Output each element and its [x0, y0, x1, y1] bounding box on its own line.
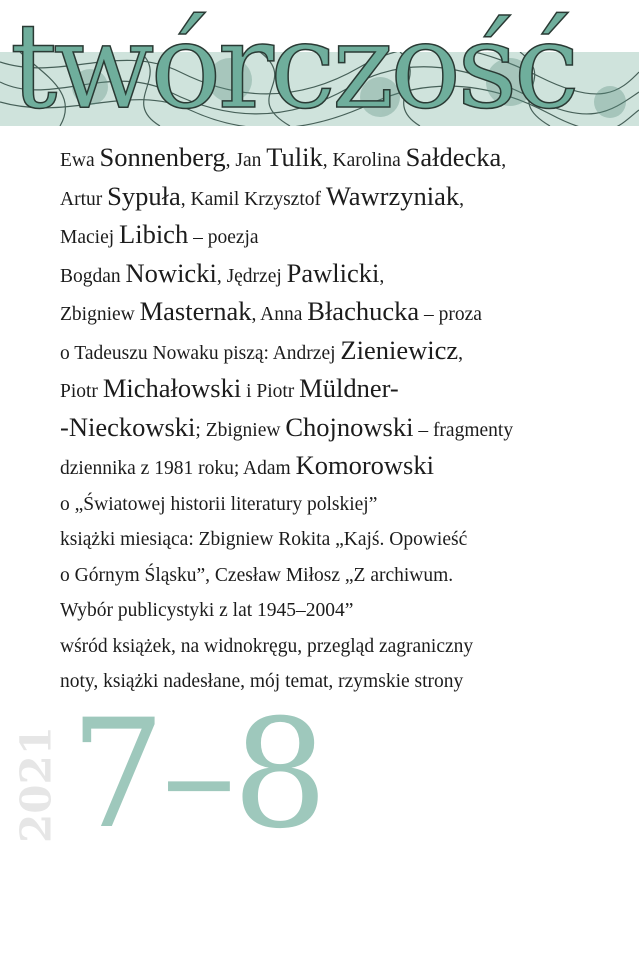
masthead [0, 0, 639, 135]
issue-number: 7–8 [70, 688, 324, 862]
contents-text: , Anna [251, 304, 308, 325]
contents-text: Artur [60, 188, 108, 210]
author-surname: Masternak [139, 296, 252, 326]
author-surname: Sałdecka [405, 142, 502, 172]
contents-text: – poezja [188, 227, 259, 248]
contents-line [60, 140, 630, 179]
author-surname: Michałowski [102, 373, 242, 403]
contents-text: Bogdan [60, 265, 126, 287]
contents-line [60, 179, 630, 218]
contents-text: książki miesiąca: Zbigniew Rokita „Kajś. Opowieść [60, 529, 468, 550]
contents-text: noty, książki nadesłane, mój temat, rzymskie strony [60, 671, 464, 692]
contents-text: , [501, 150, 507, 171]
contents-text: , Kamil Krzysztof [180, 188, 326, 210]
contents-text: Maciej [60, 227, 120, 248]
contents-text: , Jędrzej [216, 265, 287, 287]
contents-text: ; Zbigniew [195, 419, 286, 441]
magazine-title: twórczość [10, 0, 576, 135]
contents-line [60, 333, 630, 372]
author-surname: Müldner- [299, 373, 399, 403]
contents-line [60, 256, 630, 295]
author-surname: Libich [119, 219, 189, 249]
contents-text: , [459, 188, 465, 210]
contents-line [60, 294, 630, 333]
contents-text: wśród książek, na widnokręgu, przegląd zagraniczny [60, 635, 474, 657]
author-surname: Chojnowski [285, 411, 414, 442]
contents-text: , Karolina [322, 150, 406, 171]
author-surname: Komorowski [295, 450, 434, 480]
contents-line [60, 410, 630, 449]
contents-text: o Tadeuszu Nowaku piszą: Andrzej [60, 342, 341, 364]
contents-text: , [458, 342, 464, 364]
table-of-contents [60, 140, 630, 700]
contents-line [60, 217, 630, 256]
author-surname: Pawlicki [286, 257, 380, 288]
author-surname: Tulik [266, 142, 323, 172]
contents-text: Wybór publicystyki z lat 1945–2004” [60, 600, 354, 621]
contents-line [60, 371, 630, 410]
contents-line [60, 629, 630, 665]
contents-text: Ewa [60, 150, 100, 171]
author-surname: Sonnenberg [99, 142, 226, 172]
contents-text: Zbigniew [60, 304, 140, 325]
author-surname: Błachucka [307, 296, 420, 326]
author-surname: Zieniewicz [340, 334, 459, 365]
contents-line [60, 522, 630, 558]
contents-text: o „Światowej historii literatury polskiej” [60, 493, 378, 515]
author-surname: Nowicki [125, 257, 217, 288]
contents-line [60, 487, 630, 523]
contents-line [60, 448, 630, 487]
contents-line [60, 558, 630, 594]
contents-text: o Górnym Śląsku”, Czesław Miłosz „Z archiwum. [60, 564, 454, 586]
contents-text: – fragmenty [413, 419, 514, 441]
contents-text: dziennika z 1981 roku; Adam [60, 458, 296, 479]
author-surname: Wawrzyniak [325, 180, 460, 211]
author-surname: Sypuła [107, 180, 181, 211]
contents-line [60, 593, 630, 629]
contents-text: – proza [419, 304, 482, 325]
issue-year: 2021 [11, 726, 61, 843]
contents-text: i Piotr [241, 381, 300, 402]
contents-text: , Jan [225, 150, 267, 171]
contents-text: Piotr [60, 381, 103, 402]
contents-text: , [379, 265, 385, 287]
author-surname: -Nieckowski [60, 411, 196, 442]
